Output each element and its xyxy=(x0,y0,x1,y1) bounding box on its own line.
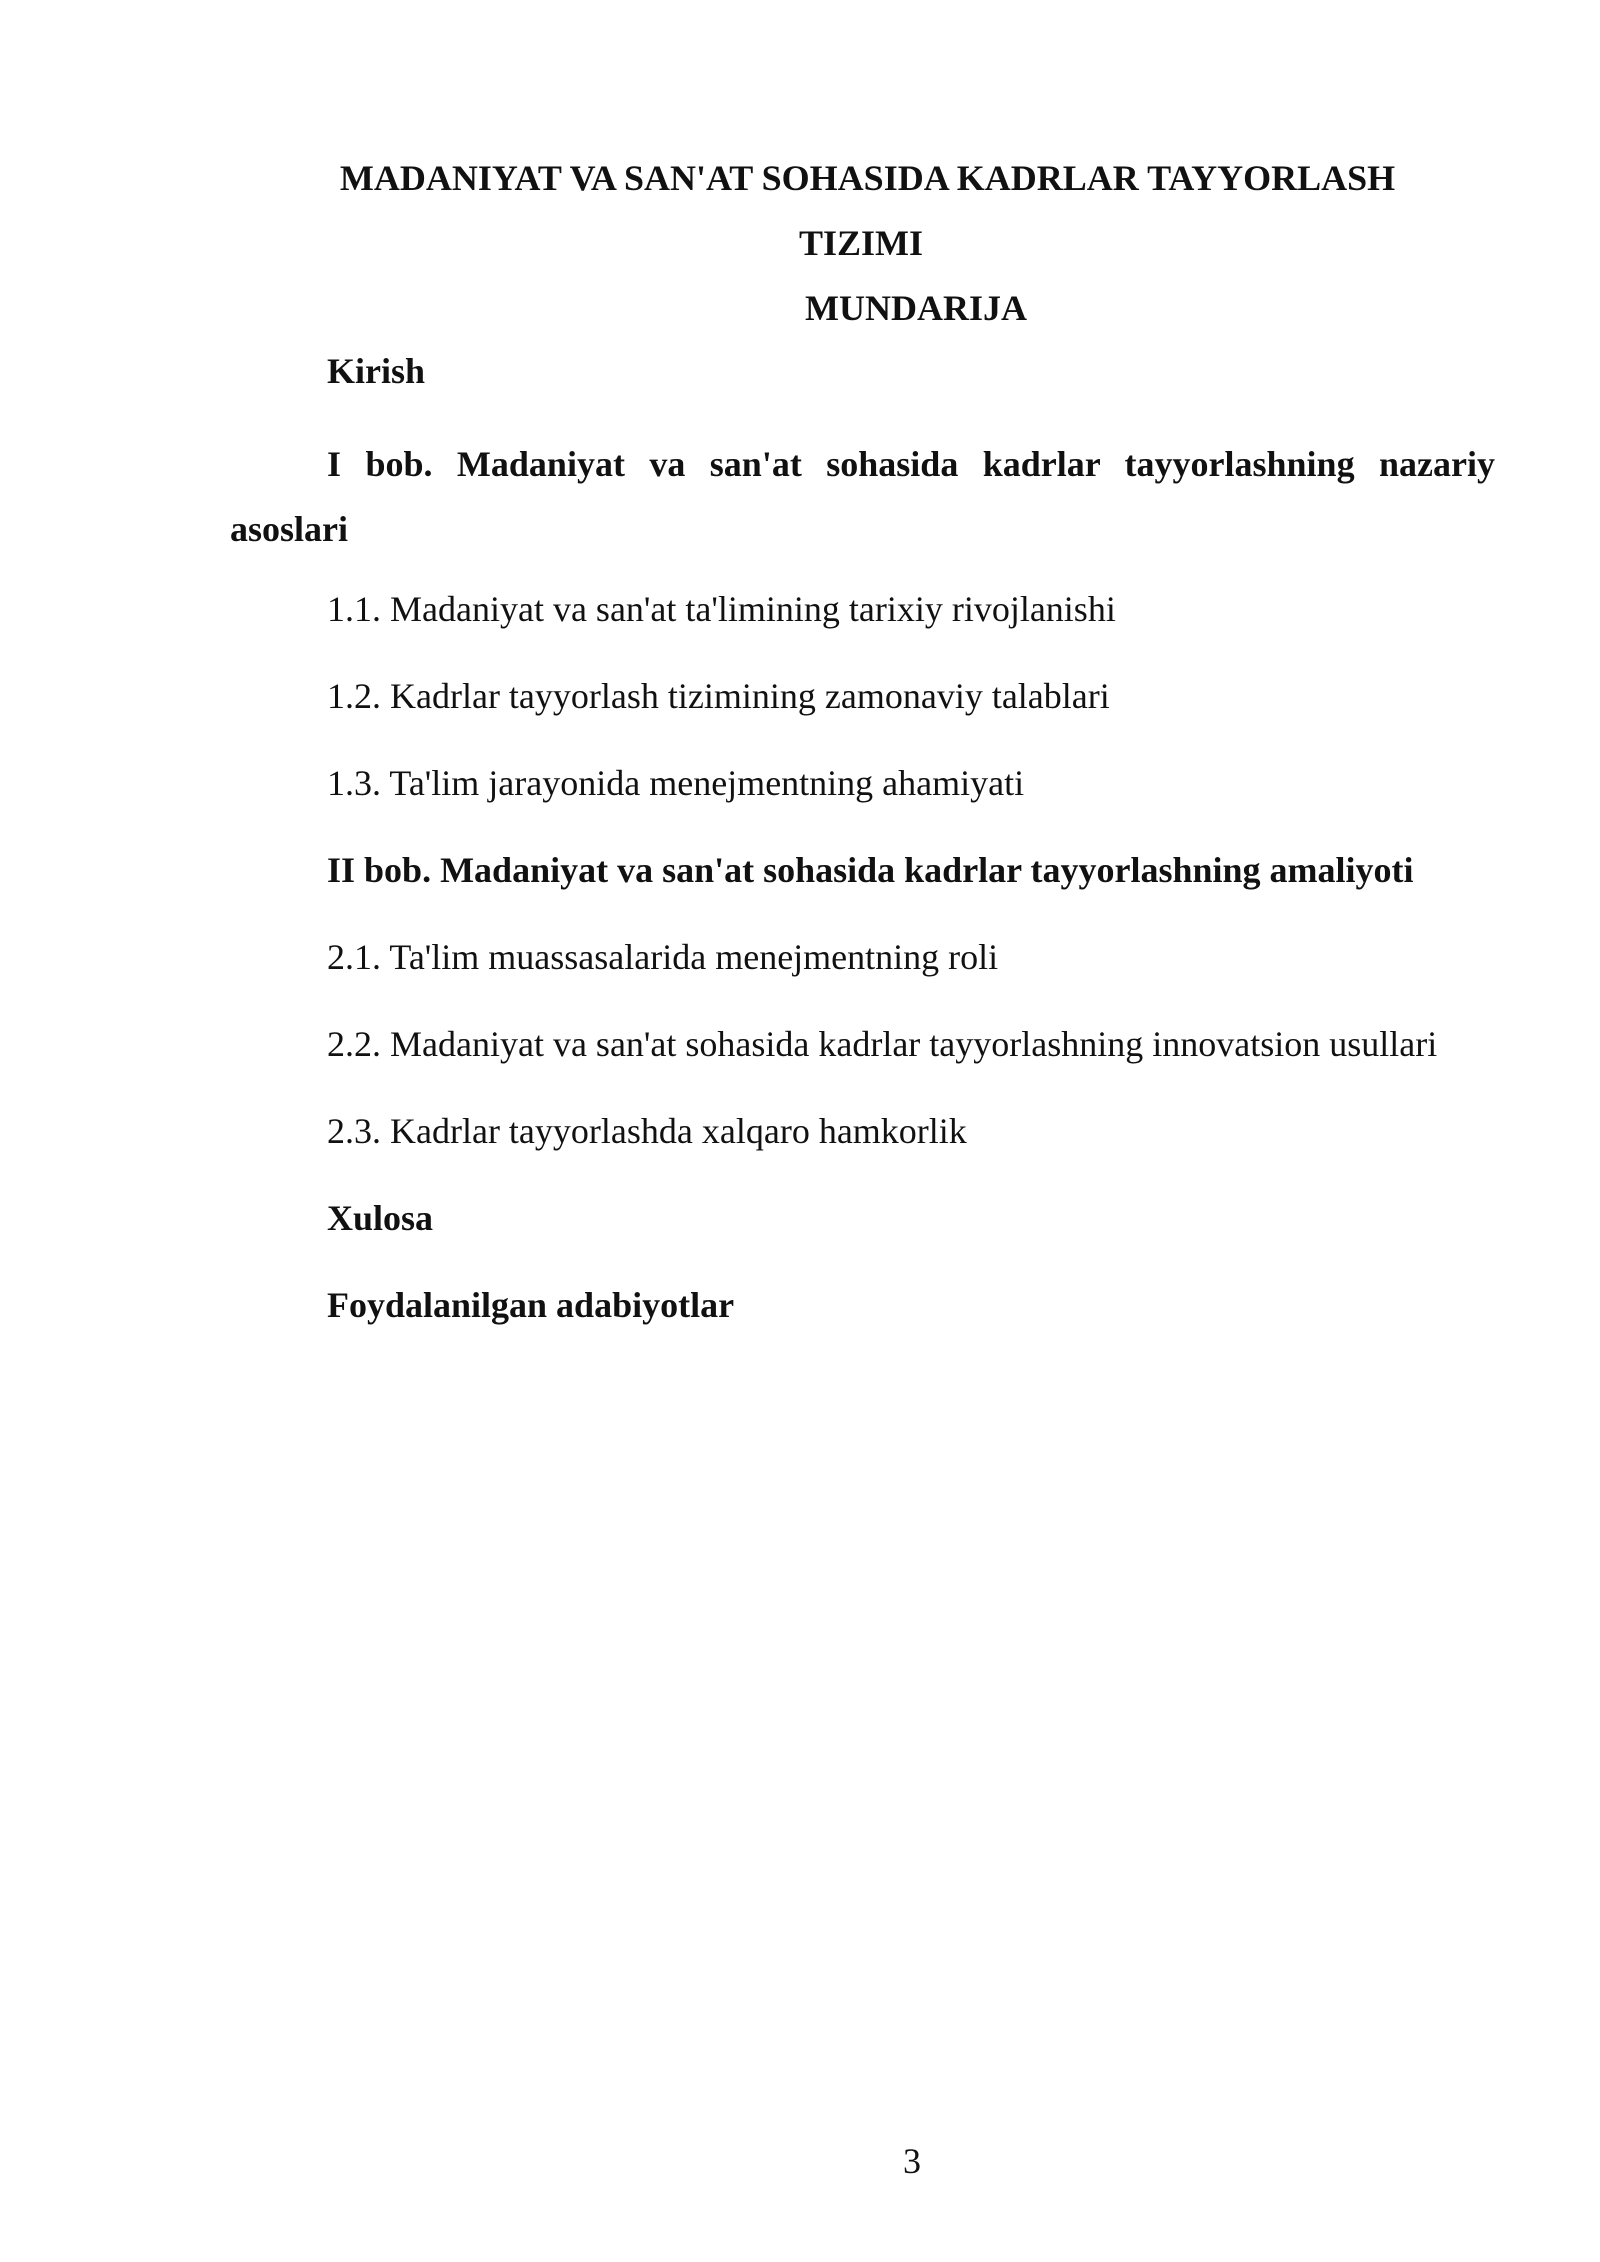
toc-section-2-1: 2.1. Ta'lim muassasalarida menejmentning roli xyxy=(327,937,999,977)
toc-section-1-1: 1.1. Madaniyat va san'at ta'limining tarixiy rivojlanishi xyxy=(327,589,1116,629)
toc-chapter-1: I bob. Madaniyat va san'at sohasida kadrlar tayyorlashning nazariy asoslari xyxy=(230,444,1495,549)
toc-section-1-3: 1.3. Ta'lim jarayonida menejmentning ahamiyati xyxy=(327,763,1025,803)
toc-section-2-3: 2.3. Kadrlar tayyorlashda xalqaro hamkorlik xyxy=(327,1111,967,1151)
toc-references: Foydalanilgan adabiyotlar xyxy=(327,1285,735,1325)
toc-section-2-2: 2.2. Madaniyat va san'at sohasida kadrlar tayyorlashning innovatsion usullari xyxy=(327,1024,1438,1064)
toc-chapter-2: II bob. Madaniyat va san'at sohasida kadrlar tayyorlashning amaliyoti xyxy=(327,850,1414,890)
page-number: 3 xyxy=(903,2141,921,2181)
contents-heading: MUNDARIJA xyxy=(805,288,1027,328)
toc-section-1-2: 1.2. Kadrlar tayyorlash tizimining zamonaviy talablari xyxy=(327,676,1110,716)
document-title-line-2: TIZIMI xyxy=(798,223,924,263)
toc-conclusion: Xulosa xyxy=(327,1198,434,1238)
document-title-line-1: MADANIYAT VA SAN'AT SOHASIDA KADRLAR TAYYORLASH xyxy=(339,158,1396,198)
toc-intro: Kirish xyxy=(327,351,426,391)
